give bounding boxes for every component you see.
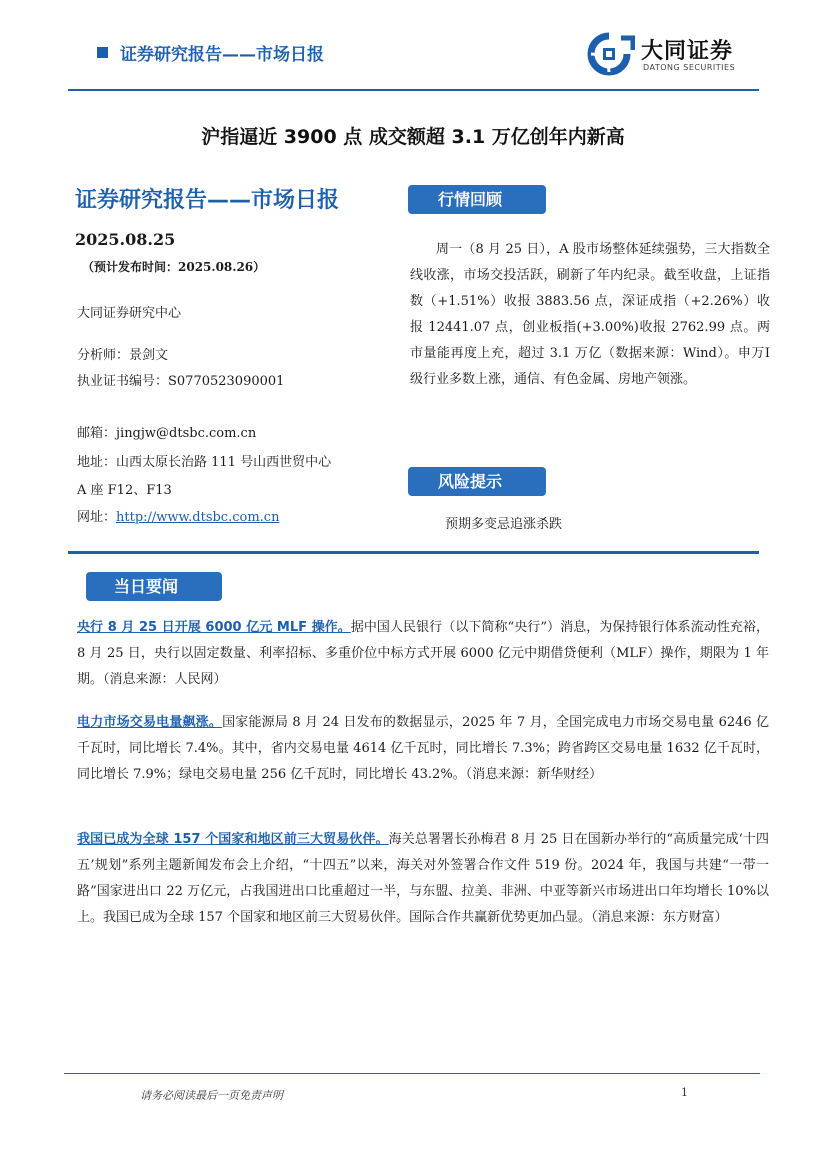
- logo-company-name: 大同证券: [641, 39, 734, 64]
- news-headline[interactable]: 电力市场交易电量飙涨。: [77, 715, 223, 730]
- news-body: 据中国人民银行（以下简称“央行”）消息，为保持银行体系流动性充裕，8 月 25 日，央行以固定数量、利率招标、多重价位中标方式开展 6000 亿元中期借贷便利（MLF）操作，期限为 1 年期。（消息来源：人民网）: [77, 620, 769, 687]
- news-item: [77, 615, 769, 693]
- page-number: 1: [681, 1086, 688, 1099]
- news-body: 海关总署署长孙梅君 8 月 25 日在国新办举行的“高质量完成‘十四五’规划”系列主题新闻发布会上介绍，“十四五”以来，海关对外签署合作文件 519 份。2024 年，我国与共建“一带一路”国家进出口 22 万亿元，占我国进出口比重超过一半，与东盟、拉美、非洲、中亚等新兴市场进出口年均增长 10%以上。我国已成为全球 157 个国家和地区前三大贸易伙伴。国际合作共赢新优势更加凸显。（消息来源：东方财富）: [77, 832, 769, 925]
- address-line-2: A 座 F12、F13: [77, 483, 172, 498]
- news-item: [77, 710, 769, 788]
- footer-divider: [64, 1073, 760, 1074]
- website-line: [77, 506, 279, 525]
- section-divider: [68, 551, 759, 554]
- market-review-paragraph: 周一（8 月 25 日），A 股市场整体延续强势，三大指数全线收涨，市场交投活跃，刷新了年内纪录。截至收盘，上证指数（+1.51%）收报 3883.56 点，深证成指（+2.26%）收报 12441.07 点，创业板指(+3.00%)收报 2762.99 点。两市量能再度上充，超过 3.1 万亿（数据来源：Wind）。申万Ⅰ级行业多数上涨，通信、有色金属、房地产领涨。: [410, 242, 770, 387]
- certificate-number: 执业证书编号：S0770523090001: [77, 374, 285, 389]
- news-body: 国家能源局 8 月 24 日发布的数据显示，2025 年 7 月，全国完成电力市场交易电量 6246 亿千瓦时，同比增长 7.4%。其中，省内交易电量 4614 亿千瓦时，同比增长 7.3%；跨省跨区交易电量 1632 亿千瓦时，同比增长 7.9%；绿电交易电量 256 亿千瓦时，同比增长 43.2%。（消息来源：新华财经）: [77, 715, 769, 782]
- website-link[interactable]: http://www.dtsbc.com.cn: [116, 510, 280, 525]
- market-review-tag: 行情回顾: [408, 185, 546, 214]
- news-headline[interactable]: 央行 8 月 25 日开展 6000 亿元 MLF 操作。: [77, 620, 351, 635]
- analyst-name: 分析师：景剑文: [77, 348, 169, 363]
- email-address: 邮箱：jingjw@dtsbc.com.cn: [77, 426, 257, 441]
- report-date: 2025.08.25: [75, 230, 176, 249]
- datong-logo: [583, 30, 763, 78]
- daily-news-tag: 当日要闻: [86, 572, 222, 601]
- header-title: 证券研究报告——市场日报: [120, 45, 324, 65]
- research-center: 大同证券研究中心: [77, 306, 182, 321]
- report-title: 沪指逼近 3900 点 成交额超 3.1 万亿创年内新高: [201, 126, 625, 148]
- publish-date: （预计发布时间：2025.08.26）: [82, 260, 266, 274]
- logo-company-name-en: DATONG SECURITIES: [643, 63, 736, 72]
- market-review-text: [410, 237, 770, 393]
- header-square-icon: [97, 47, 108, 58]
- header-divider: [68, 89, 759, 91]
- website-label: 网址：: [77, 510, 117, 525]
- report-type-label: 证券研究报告——市场日报: [75, 188, 340, 213]
- news-item: [77, 827, 769, 931]
- risk-warning-text: 预期多变忌追涨杀跌: [445, 517, 563, 532]
- address-line-1: 地址：山西太原长治路 111 号山西世贸中心: [77, 455, 332, 470]
- risk-warning-tag: 风险提示: [408, 467, 546, 496]
- news-headline[interactable]: 我国已成为全球 157 个国家和地区前三大贸易伙伴。: [77, 832, 389, 847]
- datong-logo-mark-icon: [583, 32, 635, 76]
- footer-disclaimer: 请务必阅读最后一页免责声明: [140, 1089, 283, 1102]
